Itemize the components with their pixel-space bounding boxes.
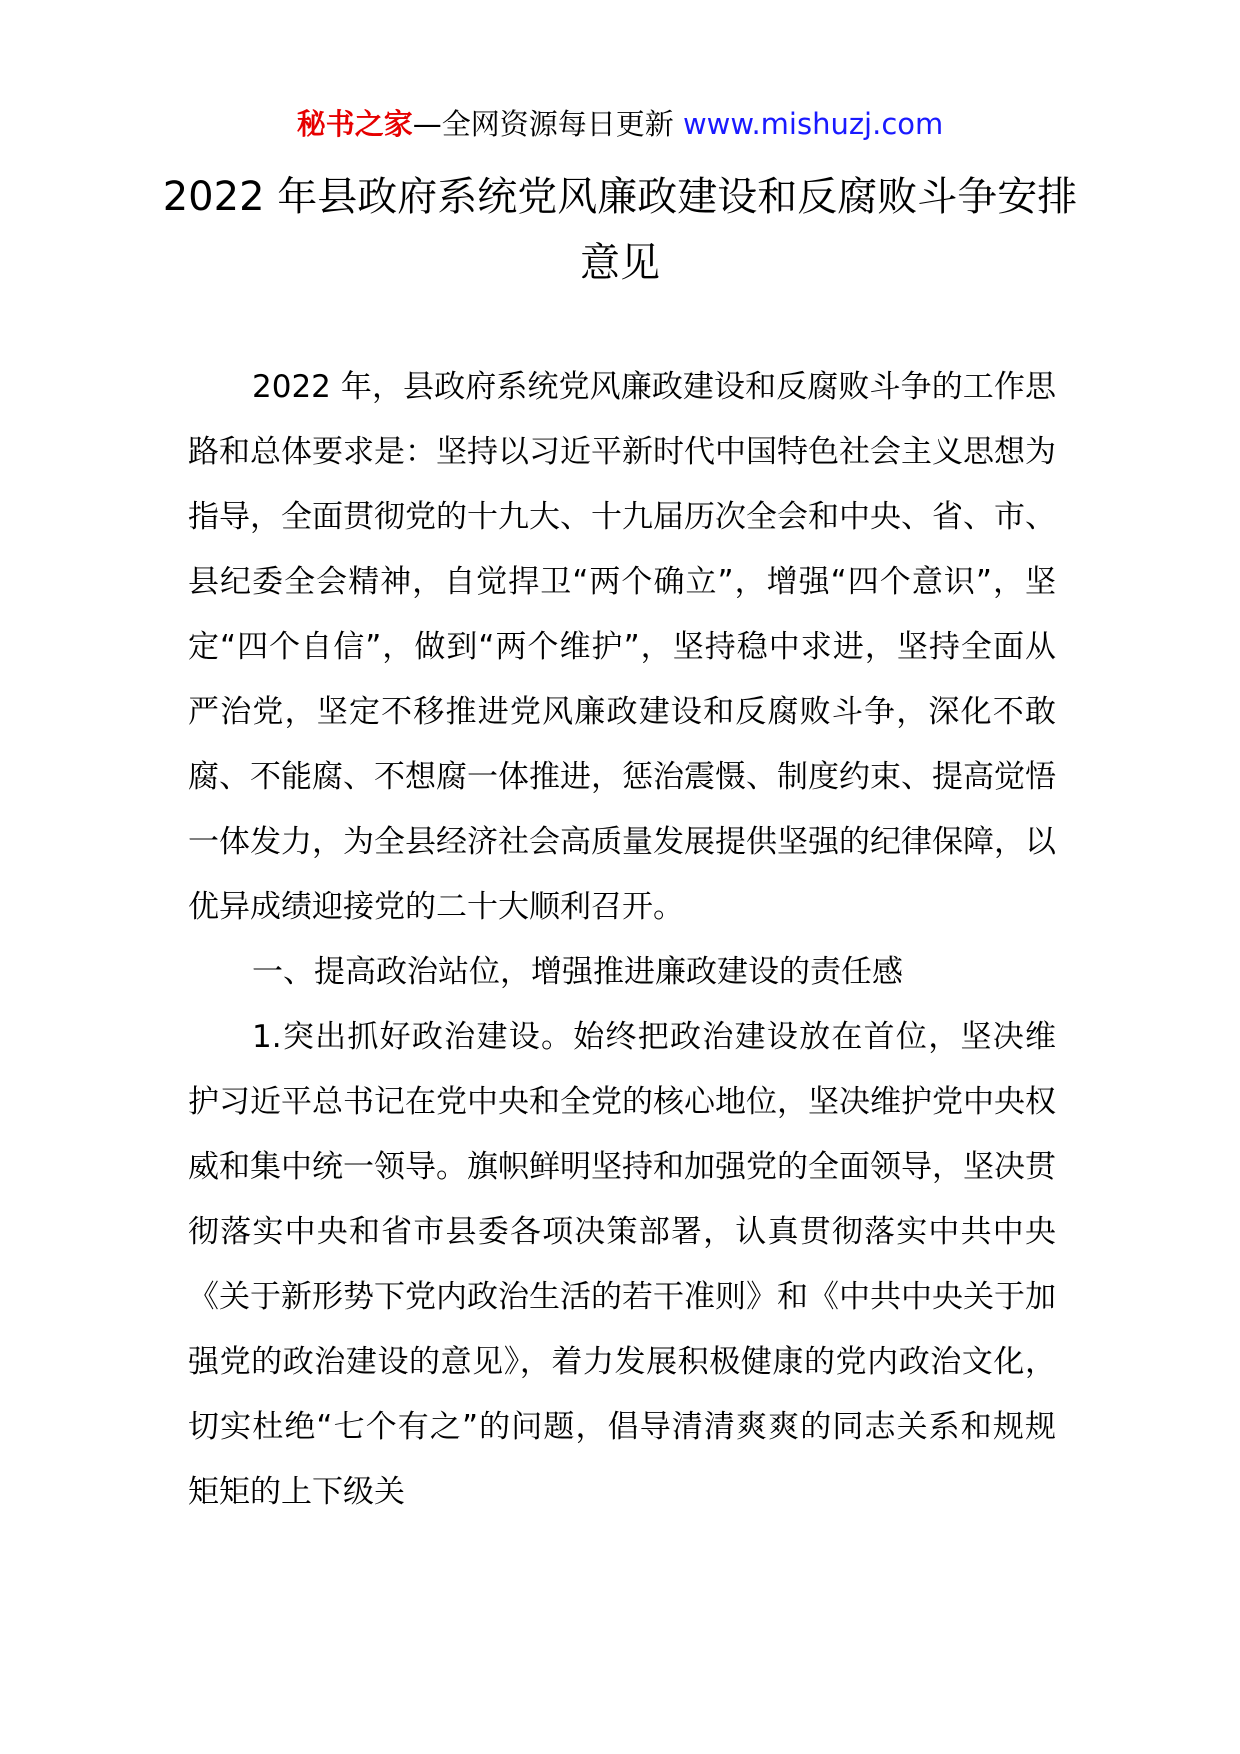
section-heading: 一、提高政治站位，增强推进廉政建设的责任感 — [252, 954, 903, 990]
document-title: 2022 年县政府系统党风廉政建设和反腐败斗争安排意见 — [162, 174, 1078, 286]
site-url-link[interactable]: www.mishuzj.com — [682, 107, 944, 141]
site-header — [0, 104, 1240, 144]
intro-paragraph: 2022 年，县政府系统党风廉政建设和反腐败斗争的工作思路和总体要求是：坚持以习近平新时代中国特色社会主义思想为指导，全面贯彻党的十九大、十九届历次全会和中央、省、市、县纪委全会精神，自觉捍卫“两个确立”，增强“四个意识”，坚定“四个自信”，做到“两个维护”，坚持稳中求进，坚持全面从严治党，坚定不移推进党风廉政建设和反腐败斗争，深化不敢腐、不能腐、不想腐一体推进，惩治震慑、制度约束、提高觉悟一体发力，为全县经济社会高质量发展提供坚强的纪律保障，以优异成绩迎接党的二十大顺利召开。 — [188, 369, 1056, 925]
header-tagline: —全网资源每日更新 — [412, 107, 674, 141]
document-body — [188, 355, 1056, 1525]
brand-name: 秘书之家 — [296, 107, 413, 141]
body-paragraph: 1.突出抓好政治建设。始终把政治建设放在首位，坚决维护习近平总书记在党中央和全党的核心地位，坚决维护党中央权威和集中统一领导。旗帜鲜明坚持和加强党的全面领导，坚决贯彻落实中央和省市县委各项决策部署，认真贯彻落实中共中央《关于新形势下党内政治生活的若干准则》和《中共中央关于加强党的政治建设的意见》，着力发展积极健康的党内政治文化，切实杜绝“七个有之”的问题，倡导清清爽爽的同志关系和规规矩矩的上下级关 — [188, 1019, 1056, 1510]
